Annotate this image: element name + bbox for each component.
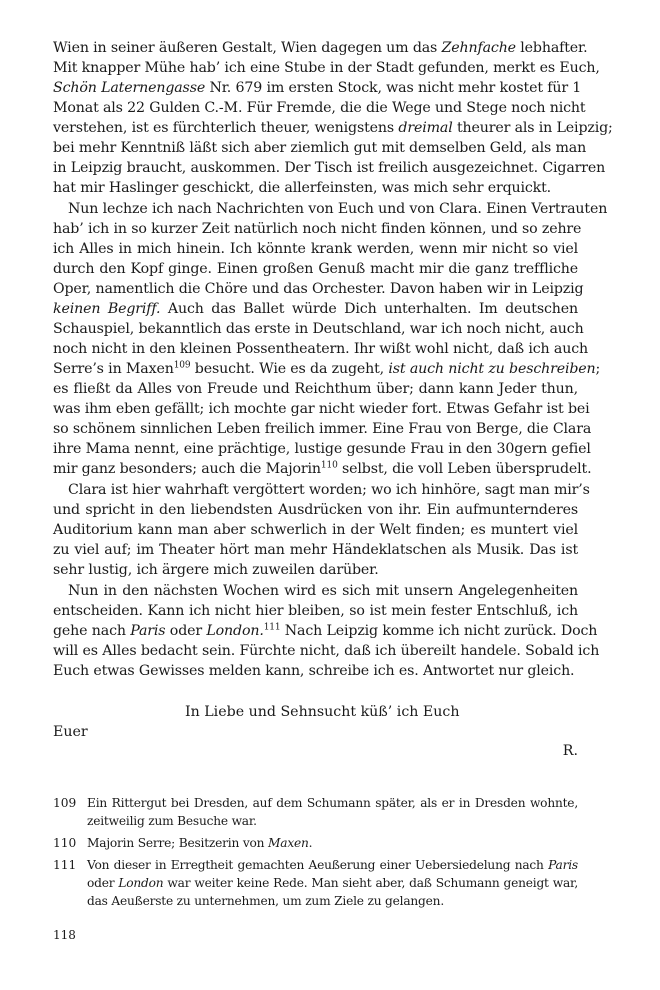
footnote-number: 110 xyxy=(53,836,77,850)
body-line: Clara ist hier wahrhaft vergöttert worden; wo ich hinhöre, sagt man mir’s xyxy=(68,482,590,498)
footnote-line: das Aeußerste zu unternehmen, um zum Ziele zu gelangen. xyxy=(87,894,444,908)
body-line: zu viel auf; im Theater hört man mehr Händeklatschen als Musik. Das ist xyxy=(53,542,578,558)
body-line: Nun lechze ich nach Nachrichten von Euch und von Clara. Einen Vertrauten xyxy=(68,201,608,217)
footnote-ref-109[interactable]: 109 xyxy=(173,360,191,371)
body-line: Auditorium kann man aber schwerlich in der Welt finden; es muntert viel xyxy=(53,522,578,538)
footnote-line: zeitweilig zum Besuche war. xyxy=(87,814,257,828)
body-line: es fließt da Alles von Freude und Reichthum über; dann kann Jeder thun, xyxy=(53,381,578,397)
body-line: noch nicht in den kleinen Possentheatern. Ihr wißt wohl nicht, daß ich auch xyxy=(53,341,588,357)
body-line: und spricht in den liebendsten Ausdrücken von ihr. Ein aufmunternderes xyxy=(53,502,578,518)
body-line: Mit knapper Mühe hab’ ich eine Stube in der Stadt gefunden, merkt es Euch, xyxy=(53,60,600,76)
body-line: ich Alles in mich hinein. Ich könnte krank werden, wenn mir nicht so viel xyxy=(53,241,578,257)
body-line: Nun in den nächsten Wochen wird es sich mit unsern Angelegenheiten xyxy=(68,583,578,599)
closing-greeting: In Liebe und Sehnsucht küß’ ich Euch xyxy=(185,704,460,720)
body-line: hab’ ich in so kurzer Zeit natürlich noch nicht finden können, und so zehre xyxy=(53,221,582,237)
body-line: ihre Mama nennt, eine prächtige, lustige gesunde Frau in den 30gern gefiel xyxy=(53,441,591,457)
body-line: Schauspiel, bekanntlich das erste in Deutschland, war ich noch nicht, auch xyxy=(53,321,584,337)
signature: R. xyxy=(562,743,578,759)
footnote-number: 111 xyxy=(53,858,77,872)
body-line: hat mir Haslinger geschickt, die allerfeinsten, was mich sehr erquickt. xyxy=(53,180,552,196)
footnote-line: Ein Rittergut bei Dresden, auf dem Schumann später, als er in Dresden wohnte, xyxy=(87,796,578,810)
body-line: Monat als 22 Gulden C.-M. Für Fremde, die die Wege und Stege noch nicht xyxy=(53,100,586,116)
body-line: durch den Kopf ginge. Einen großen Genuß macht mir die ganz treffliche xyxy=(53,261,578,277)
body-line: verstehen, ist es fürchterlich theuer, wenigstens dreimal theurer als in Leipzig; xyxy=(53,120,613,136)
body-line: will es Alles bedacht sein. Fürchte nicht, daß ich übereilt handele. Sobald ich xyxy=(53,643,600,659)
body-line: in Leipzig braucht, auskommen. Der Tisch ist freilich ausgezeichnet. Cigarren xyxy=(53,160,606,176)
body-line: Serre’s in Maxen$^{109}$ besucht. Wie es da zugeht, ist auch nicht zu beschreiben; xyxy=(53,360,601,377)
body-line: Wien in seiner äußeren Gestalt, Wien dagegen um das Zehnfache lebhafter. xyxy=(53,40,588,56)
footnote-line: oder London war weiter keine Rede. Man sieht aber, daß Schumann geneigt war, xyxy=(87,876,578,890)
body-line: Euch etwas Gewisses melden kann, schreibe ich es. Antwortet nur gleich. xyxy=(53,663,575,679)
footnote-ref-110[interactable]: 110 xyxy=(320,460,338,471)
body-line: Schön Laternengasse Nr. 679 im ersten Stock, was nicht mehr kostet für 1 xyxy=(53,80,582,96)
body-line: gehe nach Paris oder London.$^{111}$ Nach Leipzig komme ich nicht zurück. Doch xyxy=(53,622,598,639)
body-line: was ihm eben gefällt; ich mochte gar nicht wieder fort. Etwas Gefahr ist bei xyxy=(53,401,590,417)
footnote-line: Majorin Serre; Besitzerin von Maxen. xyxy=(87,836,313,850)
body-line: mir ganz besonders; auch die Majorin$^{110}$ selbst, die voll Leben übersprudelt. xyxy=(53,460,592,477)
footnote-number: 109 xyxy=(53,796,77,810)
page-number: 118 xyxy=(53,928,76,942)
body-line: sehr lustig, ich ärgere mich zuweilen darüber. xyxy=(53,562,379,578)
body-line: Oper, namentlich die Chöre und das Orchester. Davon haben wir in Leipzig xyxy=(53,281,584,297)
footnote-ref-111[interactable]: 111 xyxy=(263,622,281,633)
footnote-line: Von dieser in Erregtheit gemachten Aeußerung einer Uebersiedelung nach Paris xyxy=(87,858,578,872)
body-line: so schönem sinnlichen Leben freilich immer. Eine Frau von Berge, die Clara xyxy=(53,421,592,437)
closing-euer: Euer xyxy=(53,724,88,740)
body-line: entscheiden. Kann ich nicht hier bleiben, so ist mein fester Entschluß, ich xyxy=(53,603,578,619)
body-line: bei mehr Kenntniß läßt sich aber ziemlich gut mit demselben Geld, als man xyxy=(53,140,587,156)
body-line: keinen Begriff. Auch das Ballet würde Dich unterhalten. Im deutschen xyxy=(53,301,578,317)
